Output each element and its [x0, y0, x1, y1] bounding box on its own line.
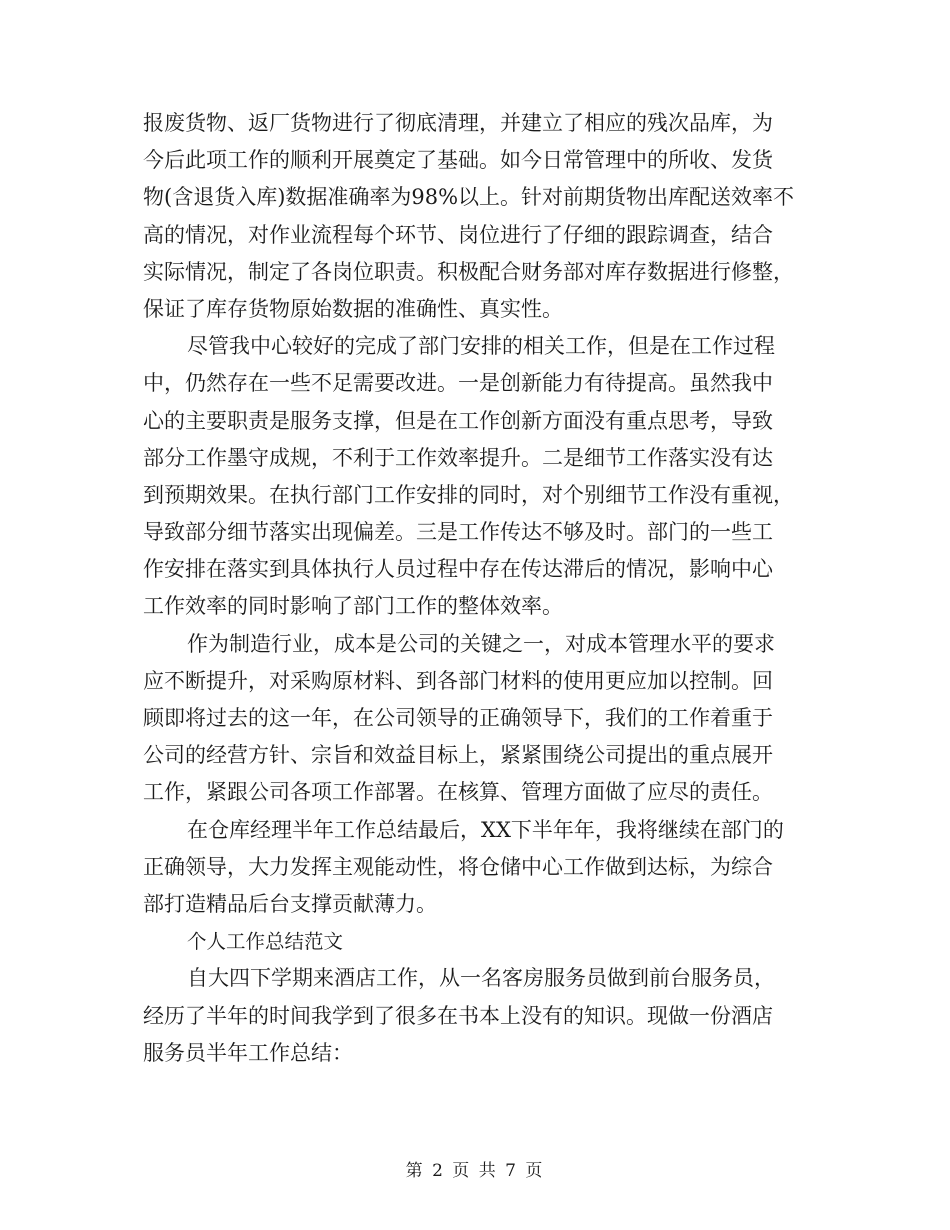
text-line: 高的情况，对作业流程每个环节、岗位进行了仔细的跟踪调查，结合 — [143, 222, 773, 247]
text-line: 应不断提升，对采购原材料、到各部门材料的使用更应加以控制。回 — [143, 668, 773, 693]
text-line: 今后此项工作的顺利开展奠定了基础。如今日常管理中的所收、发货 — [143, 148, 773, 173]
text-line: 心的主要职责是服务支撑，但是在工作创新方面没有重点思考，导致 — [143, 408, 773, 433]
paragraph-inventory-cleanup — [143, 105, 815, 328]
text-line: 中，仍然存在一些不足需要改进。一是创新能力有待提高。虽然我中 — [143, 371, 773, 396]
text-line: 正确领导，大力发挥主观能动性，将仓储中心工作做到达标，为综合 — [143, 854, 773, 879]
page-number-footer: 第 2 页 共 7 页 — [405, 1161, 545, 1181]
section-heading — [143, 923, 815, 960]
text-line: 报废货物、返厂货物进行了彻底清理，并建立了相应的残次品库，为 — [143, 111, 773, 135]
text-line: 到预期效果。在执行部门工作安排的同时，对个别细节工作没有重视， — [143, 482, 794, 507]
paragraph-hotel-intro — [143, 960, 815, 1072]
text-line: 作为制造行业，成本是公司的关键之一，对成本管理水平的要求 — [187, 631, 775, 656]
heading-line: 个人工作总结范文 — [187, 930, 344, 954]
text-line: 公司的经营方针、宗旨和效益目标上，紧紧围绕公司提出的重点展开 — [143, 743, 773, 768]
text-line: 尽管我中心较好的完成了部门安排的相关工作，但是在工作过程 — [187, 334, 775, 359]
text-line: 导致部分细节落实出现偏差。三是工作传达不够及时。部门的一些工 — [143, 520, 773, 545]
paragraph-shortcomings — [143, 328, 815, 626]
text-line: 经历了半年的时间我学到了很多在书本上没有的知识。现做一份酒店 — [143, 1003, 773, 1028]
paragraph-cost-management — [143, 626, 815, 812]
text-line: 顾即将过去的这一年，在公司领导的正确领导下，我们的工作着重于 — [143, 706, 773, 730]
document-body — [143, 105, 815, 1072]
text-line: 自大四下学期来酒店工作，从一名客房服务员做到前台服务员， — [187, 966, 775, 991]
text-line: 服务员半年工作总结： — [143, 1040, 353, 1065]
text-line: 部打造精品后台支撑贡献薄力。 — [143, 891, 437, 916]
text-line: 实际情况，制定了各岗位职责。积极配合财务部对库存数据进行修整， — [143, 259, 794, 284]
text-line: 部分工作墨守成规，不利于工作效率提升。二是细节工作落实没有达 — [143, 445, 773, 470]
text-line: 保证了库存货物原始数据的准确性、真实性。 — [143, 296, 563, 321]
text-line: 在仓库经理半年工作总结最后，XX下半年年，我将继续在部门的 — [187, 817, 784, 842]
paragraph-conclusion — [143, 812, 815, 924]
text-line: 工作，紧跟公司各项工作部署。在核算、管理方面做了应尽的责任。 — [143, 780, 773, 805]
text-line: 物(含退货入库)数据准确率为98%以上。针对前期货物出库配送效率不 — [143, 185, 795, 210]
text-line: 工作效率的同时影响了部门工作的整体效率。 — [143, 594, 563, 619]
text-line: 作安排在落实到具体执行人员过程中存在传达滞后的情况，影响中心 — [143, 557, 773, 582]
